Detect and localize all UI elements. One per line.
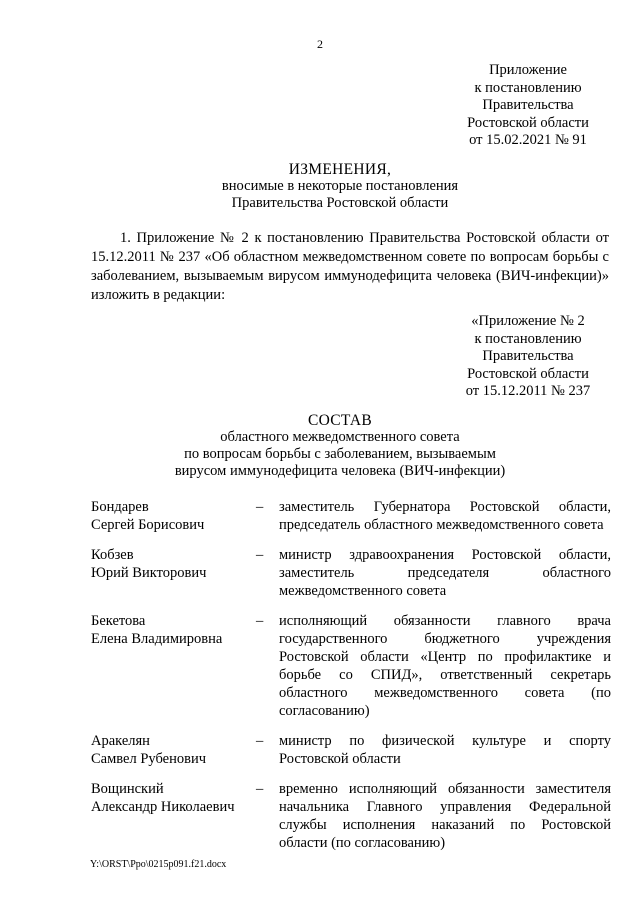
appendix-inner-line: Правительства: [482, 348, 574, 364]
member-surname: Вощинский: [91, 781, 164, 797]
appendix-inner-line: «Приложение № 2: [471, 313, 585, 329]
appendix-header: [440, 62, 616, 150]
member-row: [91, 780, 611, 852]
member-row: [91, 612, 611, 720]
member-role: министр здравоохранения Ростовской области, заместитель председателя областного межведомственного совета: [279, 547, 611, 599]
member-name: [91, 612, 256, 720]
appendix-inner-line: Ростовской области: [467, 365, 589, 382]
member-role: исполняющий обязанности главного врача государственного бюджетного учреждения Ростовской области «Центр по профилактике и борьбе со СПИД», ответственный секретарь областного межведомственного совета (по согласованию): [279, 613, 611, 719]
title-line: вносимые в некоторые постановления: [221, 178, 459, 194]
members-list: [91, 498, 611, 864]
member-given-name: Сергей Борисович: [91, 517, 205, 533]
title-heading: ИЗМЕНЕНИЯ,: [288, 161, 392, 178]
appendix-header-line: к постановлению: [474, 79, 582, 96]
member-row: [91, 546, 611, 600]
member-given-name: Елена Владимировна: [91, 631, 223, 647]
footer-file-path: Y:\ORST\Ppo\0215p091.f21.docx: [90, 859, 227, 870]
member-name: [91, 546, 256, 600]
member-given-name: Юрий Викторович: [91, 565, 207, 581]
title-line: Правительства Ростовской области: [231, 195, 449, 211]
composition-title: [60, 412, 620, 480]
member-surname: Кобзев: [91, 547, 134, 563]
member-role: министр по физической культуре и спорту Ростовской области: [279, 733, 611, 767]
member-dash: –: [256, 733, 264, 749]
composition-line: вирусом иммунодефицита человека (ВИЧ-инфекции): [174, 463, 506, 479]
composition-heading: СОСТАВ: [307, 412, 373, 429]
page-number: 2: [317, 37, 323, 51]
member-surname: Бондарев: [91, 499, 149, 515]
member-dash: –: [256, 781, 264, 797]
member-surname: Аракелян: [91, 733, 150, 749]
member-row: [91, 732, 611, 768]
appendix-header-line: Приложение: [489, 62, 567, 78]
paragraph-1: 1. Приложение № 2 к постановлению Правительства Ростовской области от 15.12.2011 № 237 «Об областном межведомственном совете по вопросам борьбы с заболеванием, вызываемым вирусом иммунодефицита человека (ВИЧ-инфекции)» изложить в редакции:: [91, 230, 609, 303]
composition-line: по вопросам борьбы с заболеванием, вызываемым: [184, 446, 496, 462]
member-given-name: Александр Николаевич: [91, 799, 235, 815]
appendix-inner-line: от 15.12.2011 № 237: [465, 383, 591, 399]
document-title: [60, 161, 620, 212]
appendix-header-line: Правительства: [482, 97, 574, 113]
appendix-inner: [430, 313, 626, 401]
member-name: [91, 732, 256, 768]
member-surname: Бекетова: [91, 613, 146, 629]
member-dash: –: [256, 547, 264, 563]
appendix-header-line: от 15.02.2021 № 91: [469, 132, 587, 148]
member-name: [91, 498, 256, 534]
member-role: временно исполняющий обязанности заместителя начальника Главного управления Федеральной службы исполнения наказаний по Ростовской области (по согласованию): [279, 781, 611, 851]
member-given-name: Самвел Рубенович: [91, 751, 206, 767]
appendix-header-line: Ростовской области: [467, 114, 589, 131]
member-row: [91, 498, 611, 534]
member-dash: –: [256, 613, 264, 629]
composition-line: областного межведомственного совета: [220, 429, 460, 445]
appendix-inner-line: к постановлению: [474, 330, 582, 347]
member-dash: –: [256, 499, 264, 515]
member-role: заместитель Губернатора Ростовской области, председатель областного межведомственного совета: [279, 499, 611, 533]
member-name: [91, 780, 256, 852]
